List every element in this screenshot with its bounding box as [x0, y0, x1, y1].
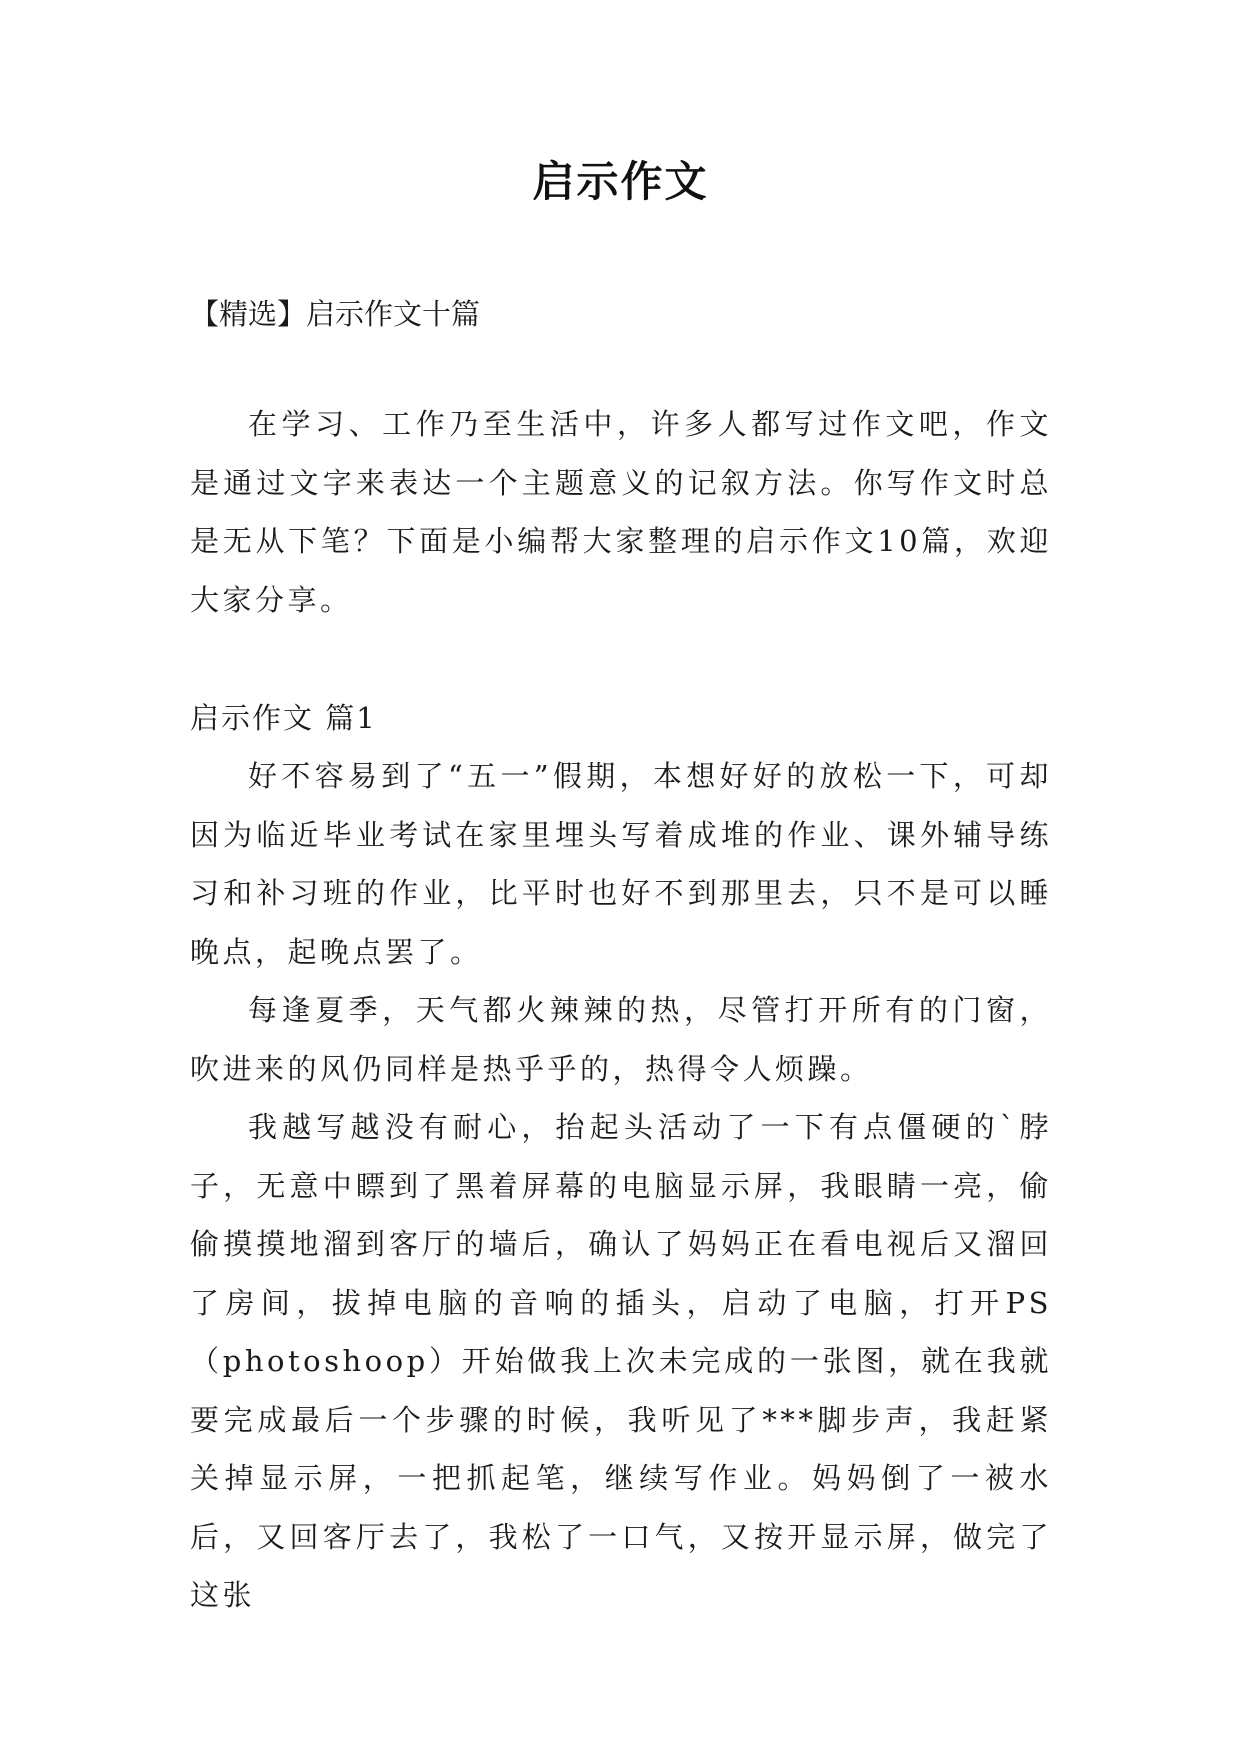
body-paragraph-1: 好不容易到了“五一”假期，本想好好的放松一下，可却因为临近毕业考试在家里埋头写着成堆的作业、课外辅导练习和补习班的作业，比平时也好不到那里去，只不是可以睡晚点，起晚点罢了。 [190, 759, 1052, 969]
section-heading: 启示作文 篇1 [190, 701, 377, 735]
body-paragraph-2: 每逢夏季，天气都火辣辣的热，尽管打开所有的门窗，吹进来的风仍同样是热乎乎的，热得令人烦躁。 [190, 993, 1052, 1086]
document-body [190, 285, 1052, 1625]
intro-paragraph: 在学习、工作乃至生活中，许多人都写过作文吧，作文是通过文字来表达一个主题意义的记叙方法。你写作文时总是无从下笔？下面是小编帮大家整理的启示作文10篇，欢迎大家分享。 [190, 407, 1052, 617]
document-title: 启示作文 [532, 157, 709, 206]
body-paragraph-3: 我越写越没有耐心，抬起头活动了一下有点僵硬的`脖子，无意中瞟到了黑着屏幕的电脑显示屏，我眼睛一亮，偷偷摸摸地溜到客厅的墙后，确认了妈妈正在看电视后又溜回了房间，拔掉电脑的音响的插头，启动了电脑，打开PS（photoshoop）开始做我上次未完成的一张图，就在我就要完成最后一个步骤的时候，我听见了***脚步声，我赶紧关掉显示屏，一把抓起笔，继续写作业。妈妈倒了一被水后，又回客厅去了，我松了一口气，又按开显示屏，做完了这张 [190, 1110, 1052, 1612]
document-subtitle: 【精选】启示作文十篇 [190, 297, 481, 331]
